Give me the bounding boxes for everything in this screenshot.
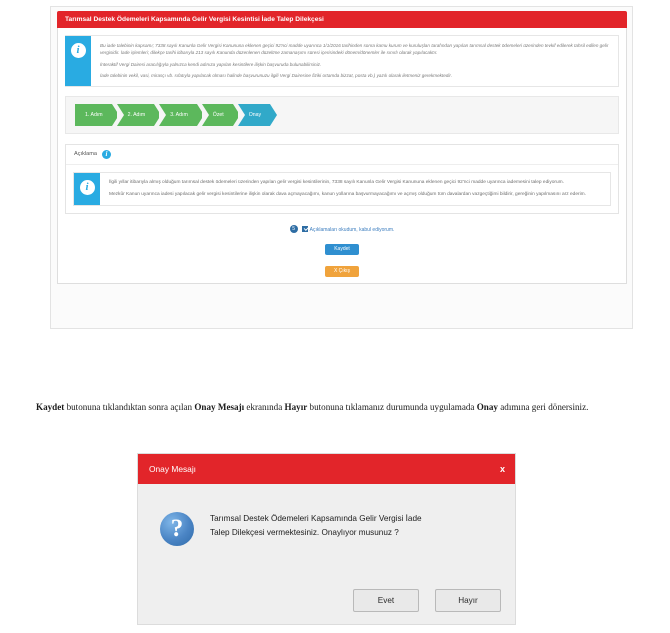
dialog-title: Onay Mesajı: [149, 464, 197, 474]
wizard-step-label: Özet: [212, 111, 224, 118]
dialog-message: [210, 512, 422, 541]
info-icon: i: [80, 180, 95, 195]
dialog-message-line-1: Tarımsal Destek Ödemeleri Kapsamında Gelir Vergisi İade: [210, 514, 422, 523]
page-title: Tarımsal Destek Ödemeleri Kapsamında Gelir Vergisi Kesintisi İade Talep Dilekçesi: [57, 11, 627, 28]
form-panel: [57, 11, 627, 284]
dialog-footer: [353, 589, 501, 612]
exit-button[interactable]: X Çıkış: [325, 266, 359, 277]
wizard-step-label: 1. Adım: [85, 111, 103, 118]
wizard-step-summary[interactable]: [202, 104, 233, 126]
paragraph-text: ekranında: [244, 402, 285, 412]
wizard-step-1[interactable]: [75, 104, 112, 126]
info-paragraph: Bu iade talebinin kapsamı; 7338 sayılı Kanunla Gelir Vergisi Kanununa eklenen geçici 92'nci madde uyarınca 1/1/2016 tarihinden sonra kamu kurum ve kuruluşları tarafından yapılan tarımsal destek ödemeleri üzerinden tevkif edilerek tahsil edilen gelir vergisidir. İade işlemleri; dilekçe tarihi itibarıyla 213 sayılı Kanunda düzenlenen düzeltme zamanaşımı süresi içerisindeki dönem/dönemler ile sınırlı olarak yapılacaktır.: [100, 43, 609, 56]
paragraph-bold-hayir: Hayır: [284, 402, 308, 412]
paragraph-text: butonuna tıklandıktan sonra açılan: [64, 402, 195, 412]
consent-label-text: Açıklamaları okudum, kabul ediyorum.: [309, 226, 395, 233]
wizard-step-label: 3. Adım: [170, 111, 188, 118]
paragraph-text: butonuna tıklamanız durumunda uygulamada: [307, 402, 477, 412]
info-alert-icon-column: [65, 36, 91, 86]
dialog-body: [138, 484, 515, 546]
wizard-step-3[interactable]: [159, 104, 197, 126]
info-alert: [65, 35, 619, 87]
consent-row: [65, 225, 619, 233]
confirmation-dialog-screenshot: [137, 453, 516, 625]
wizard-steps: [75, 104, 609, 126]
explanation-paragraph: İlgili yıllar itibarıyla almış olduğum tarımsal destek ödemeleri üzerinden yapılan gelir vergisi kesintilerinin, 7338 sayılı Kanunla Gelir Vergisi Kanununa eklenen geçici 92'nci madde uyarınca iademesini talep ediyorum.: [109, 179, 564, 185]
body-paragraph: [36, 400, 636, 416]
consent-checkbox[interactable]: [302, 226, 308, 232]
wizard-step-approval[interactable]: [238, 104, 270, 126]
info-paragraph: İnteraktif Vergi Dairesi aracılığıyla yalnızca kendi adınıza yapılan kesintilere ilişkin başvuruda bulunabilirsiniz.: [100, 61, 322, 67]
explanation-box: [65, 144, 619, 214]
explanation-header-label: Açıklama: [74, 151, 98, 158]
info-icon: i: [102, 150, 111, 159]
consent-checkbox-label[interactable]: [302, 226, 395, 233]
paragraph-bold-kaydet: Kaydet: [36, 402, 65, 412]
wizard-step-label: Onay: [248, 111, 262, 118]
save-button[interactable]: Kaydet: [325, 244, 359, 255]
info-icon: i: [71, 43, 86, 58]
dialog-titlebar: [138, 454, 515, 484]
exit-button-row: [65, 259, 619, 277]
yes-button[interactable]: Evet: [353, 589, 419, 612]
step-number-badge: 5: [290, 225, 298, 233]
question-mark-icon: ?: [160, 512, 194, 546]
paragraph-bold-onay-mesaji: Onay Mesajı: [194, 402, 245, 412]
info-alert-text: [91, 36, 618, 86]
info-paragraph: İade talebinin vekil, vasi, mirasçı vb. sıfatıyla yapılacak olması halinde başvurunuzu ilgili Vergi Dairesine fiziki ortamda bizzat, posta vb.) yazılı olarak iletmeniz gerekmektedir.: [100, 73, 453, 79]
paragraph-bold-onay: Onay: [476, 402, 498, 412]
explanation-header: [66, 145, 618, 165]
no-button[interactable]: Hayır: [435, 589, 501, 612]
explanation-alert-icon-column: [74, 173, 100, 205]
explanation-alert: [73, 172, 611, 206]
paragraph-text: adımına geri dönersiniz.: [497, 402, 589, 412]
save-button-row: [65, 237, 619, 255]
wizard-step-2[interactable]: [117, 104, 155, 126]
close-icon[interactable]: x: [499, 464, 505, 474]
form-screenshot: [50, 6, 633, 329]
wizard-container: [65, 96, 619, 134]
explanation-paragraph: Mezkûr Kanun uyarınca iadesi yapılacak gelir vergisi kesintilerine ilişkin olarak dava açmayacağımı, kanun yollarına başvurmayacağımı ve açmış olduğum tüm davalardan vazgeçtiğimi bildirir, gereğinin yapılmasını arz ederim.: [109, 191, 586, 197]
explanation-alert-text: [100, 173, 594, 205]
explanation-body: [66, 165, 618, 213]
form-panel-body: [57, 28, 627, 284]
wizard-step-label: 2. Adım: [127, 111, 146, 118]
dialog-message-line-2: Talep Dilekçesi vermektesiniz. Onaylıyor musunuz ?: [210, 528, 399, 538]
